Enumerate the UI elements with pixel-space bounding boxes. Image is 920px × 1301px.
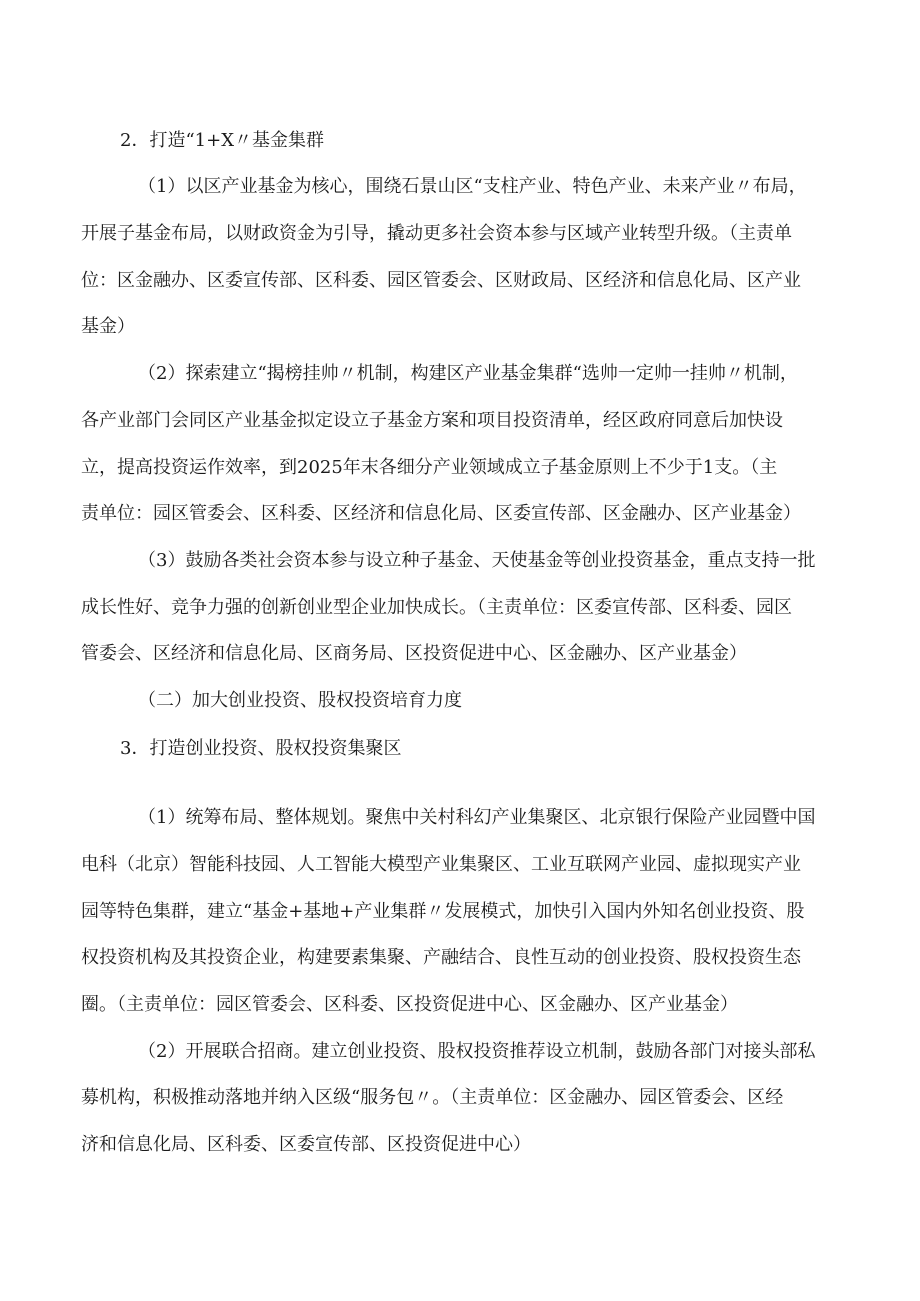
paragraph-line: （1）以区产业基金为核心，围绕石景山区“支柱产业、特色产业、未来产业〃布局， xyxy=(138,176,807,197)
paragraph-line: 基金） xyxy=(81,316,135,337)
section-heading-3: 3．打造创业投资、股权投资集聚区 xyxy=(120,738,402,759)
paragraph-line: 管委会、区经济和信息化局、区商务局、区投资促进中心、区金融办、区产业基金） xyxy=(81,643,747,664)
paragraph-line: 各产业部门会同区产业基金拟定设立子基金方案和项目投资清单，经区政府同意后加快设 xyxy=(81,410,783,431)
paragraph-line: 开展子基金布局，以财政资金为引导，撬动更多社会资本参与区域产业转型升级。（主责单 xyxy=(81,223,792,244)
paragraph-line: 位：区金融办、区委宣传部、区科委、园区管委会、区财政局、区经济和信息化局、区产业 xyxy=(81,270,801,291)
paragraph-line: 责单位：园区管委会、区科委、区经济和信息化局、区委宣传部、区金融办、区产业基金） xyxy=(81,503,801,524)
paragraph-line: 权投资机构及其投资企业，构建要素集聚、产融结合、良性互动的创业投资、股权投资生态 xyxy=(81,947,801,968)
paragraph-line: 募机构，积极推动落地并纳入区级“服务包〃。（主责单位：区金融办、园区管委会、区经 xyxy=(81,1087,784,1108)
section-heading-2: 2．打造“1+X〃基金集群 xyxy=(120,130,325,151)
subheading-er: （二）加大创业投资、股权投资培育力度 xyxy=(138,690,462,711)
paragraph-line: 电科（北京）智能科技园、人工智能大模型产业集聚区、工业互联网产业园、虚拟现实产业 xyxy=(81,854,801,875)
paragraph-line: 圈。（主责单位：园区管委会、区科委、区投资促进中心、区金融办、区产业基金） xyxy=(81,994,738,1015)
paragraph-line: （2）探索建立“揭榜挂帅〃机制，构建区产业基金集群“选帅一定帅一挂帅〃机制， xyxy=(138,363,798,384)
paragraph-line: 园等特色集群，建立“基金+基地+产业集群〃发展模式，加快引入国内外知名创业投资、股 xyxy=(81,901,805,922)
paragraph-line: 济和信息化局、区科委、区委宣传部、区投资促进中心） xyxy=(81,1134,531,1155)
paragraph-line: （2）开展联合招商。建立创业投资、股权投资推荐设立机制，鼓励各部门对接头部私 xyxy=(138,1041,816,1062)
paragraph-line: 立，提高投资运作效率，到2025年末各细分产业领域成立子基金原则上不少于1支。（主 xyxy=(81,457,778,478)
paragraph-line: （1）统筹布局、整体规划。聚焦中关村科幻产业集聚区、北京银行保险产业园暨中国 xyxy=(138,807,816,828)
paragraph-line: 成长性好、竞争力强的创新创业型企业加快成长。（主责单位：区委宣传部、区科委、园区 xyxy=(81,597,792,618)
paragraph-line: （3）鼓励各类社会资本参与设立种子基金、天使基金等创业投资基金，重点支持一批 xyxy=(138,550,816,571)
